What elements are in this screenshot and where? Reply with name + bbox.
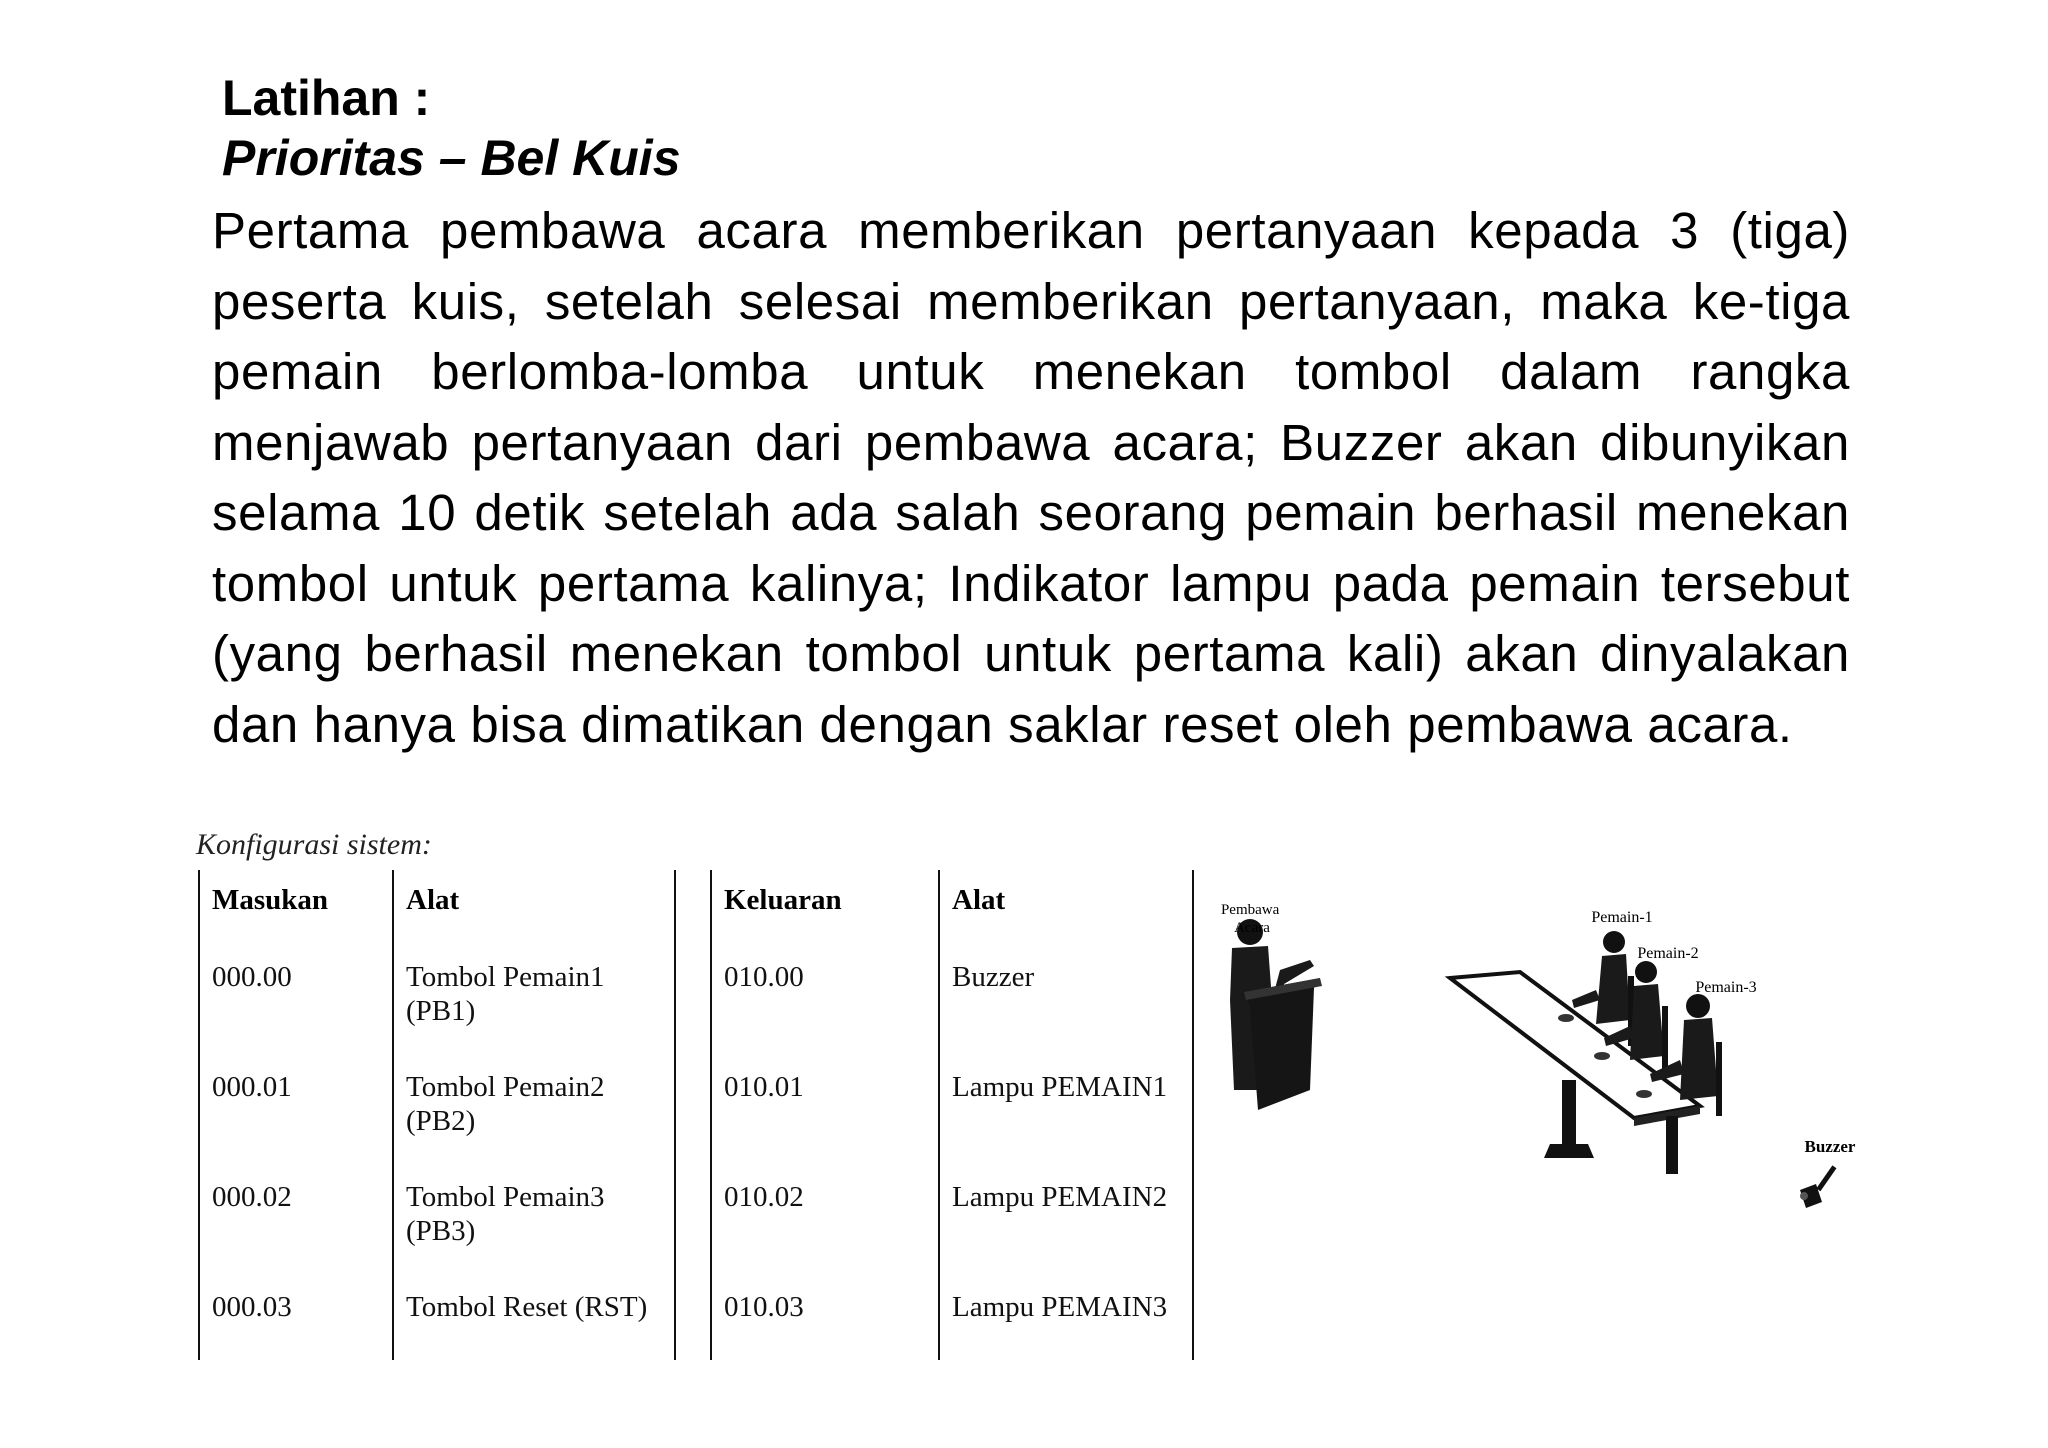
buzzer-icon: [1800, 1165, 1836, 1208]
outputs-header-addr: Keluaran: [724, 884, 842, 916]
outputs-header-device: Alat: [952, 884, 1006, 916]
output-addr: 010.02: [724, 1181, 804, 1213]
page-subtitle: Prioritas – Bel Kuis: [222, 130, 681, 186]
table-divider: [392, 870, 394, 1360]
input-device: [406, 1290, 647, 1324]
table-divider: [198, 870, 200, 1360]
description-paragraph: Pertama pembawa acara memberikan pertanyaan kepada 3 (tiga) peserta kuis, setelah selesai memberikan pertanyaan, maka ke-tiga pemain berlomba-lomba untuk menekan tombol dalam rangka menjawab pertanyaan dari pembawa acara; Buzzer akan dibunyikan selama 10 detik setelah ada salah seorang pemain berhasil menekan tombol untuk pertama kalinya; Indikator lampu pada pemain tersebut (yang berhasil menekan tombol untuk pertama kali) akan dinyalakan dan hanya bisa dimatikan dengan saklar reset oleh pembawa acara.: [212, 202, 1850, 753]
player-label: Pemain-3: [1695, 979, 1757, 996]
input-device-line: Tombol Reset (RST): [406, 1291, 648, 1323]
buzzer-label: Buzzer: [1804, 1137, 1856, 1156]
host-label-line: Pembawa: [1220, 902, 1280, 918]
button-icon: [1558, 1014, 1574, 1022]
input-device-line: (PB1): [406, 995, 476, 1027]
input-addr: 000.01: [212, 1071, 292, 1103]
table-divider: [710, 870, 712, 1360]
table-divider: [1192, 870, 1194, 1360]
input-device-line: Tombol Pemain1: [406, 961, 605, 993]
input-addr: 000.03: [212, 1291, 292, 1323]
output-device: Buzzer: [952, 961, 1035, 993]
page-title: Latihan :: [222, 70, 431, 126]
host-label-line: Acara: [1234, 920, 1270, 936]
output-addr: 010.01: [724, 1071, 804, 1103]
player-label: Pemain-2: [1637, 945, 1699, 962]
inputs-header-addr: Masukan: [212, 884, 329, 916]
config-label: Konfigurasi sistem:: [196, 828, 432, 861]
input-device-line: (PB3): [406, 1215, 476, 1247]
table-divider: [674, 870, 676, 1360]
host-figure: [1230, 919, 1322, 1110]
input-addr: 000.00: [212, 961, 292, 993]
output-device: Lampu PEMAIN2: [952, 1181, 1168, 1213]
input-device: [406, 1070, 605, 1138]
host-label: [1221, 902, 1283, 936]
table-divider: [938, 870, 940, 1360]
input-addr: 000.02: [212, 1181, 292, 1213]
player-label: Pemain-1: [1591, 909, 1653, 926]
input-device: [406, 960, 605, 1028]
output-addr: 010.03: [724, 1291, 804, 1323]
output-addr: 010.00: [724, 961, 804, 993]
button-icon: [1594, 1052, 1610, 1060]
inputs-header-device: Alat: [406, 884, 460, 916]
button-icon: [1636, 1090, 1652, 1098]
output-device: Lampu PEMAIN1: [952, 1071, 1168, 1103]
input-device-line: Tombol Pemain2: [406, 1071, 605, 1103]
quiz-scene-illustration: [1210, 880, 1890, 1240]
input-device: [406, 1180, 605, 1248]
input-device-line: Tombol Pemain3: [406, 1181, 605, 1213]
output-device: Lampu PEMAIN3: [952, 1291, 1168, 1323]
input-device-line: (PB2): [406, 1105, 476, 1137]
